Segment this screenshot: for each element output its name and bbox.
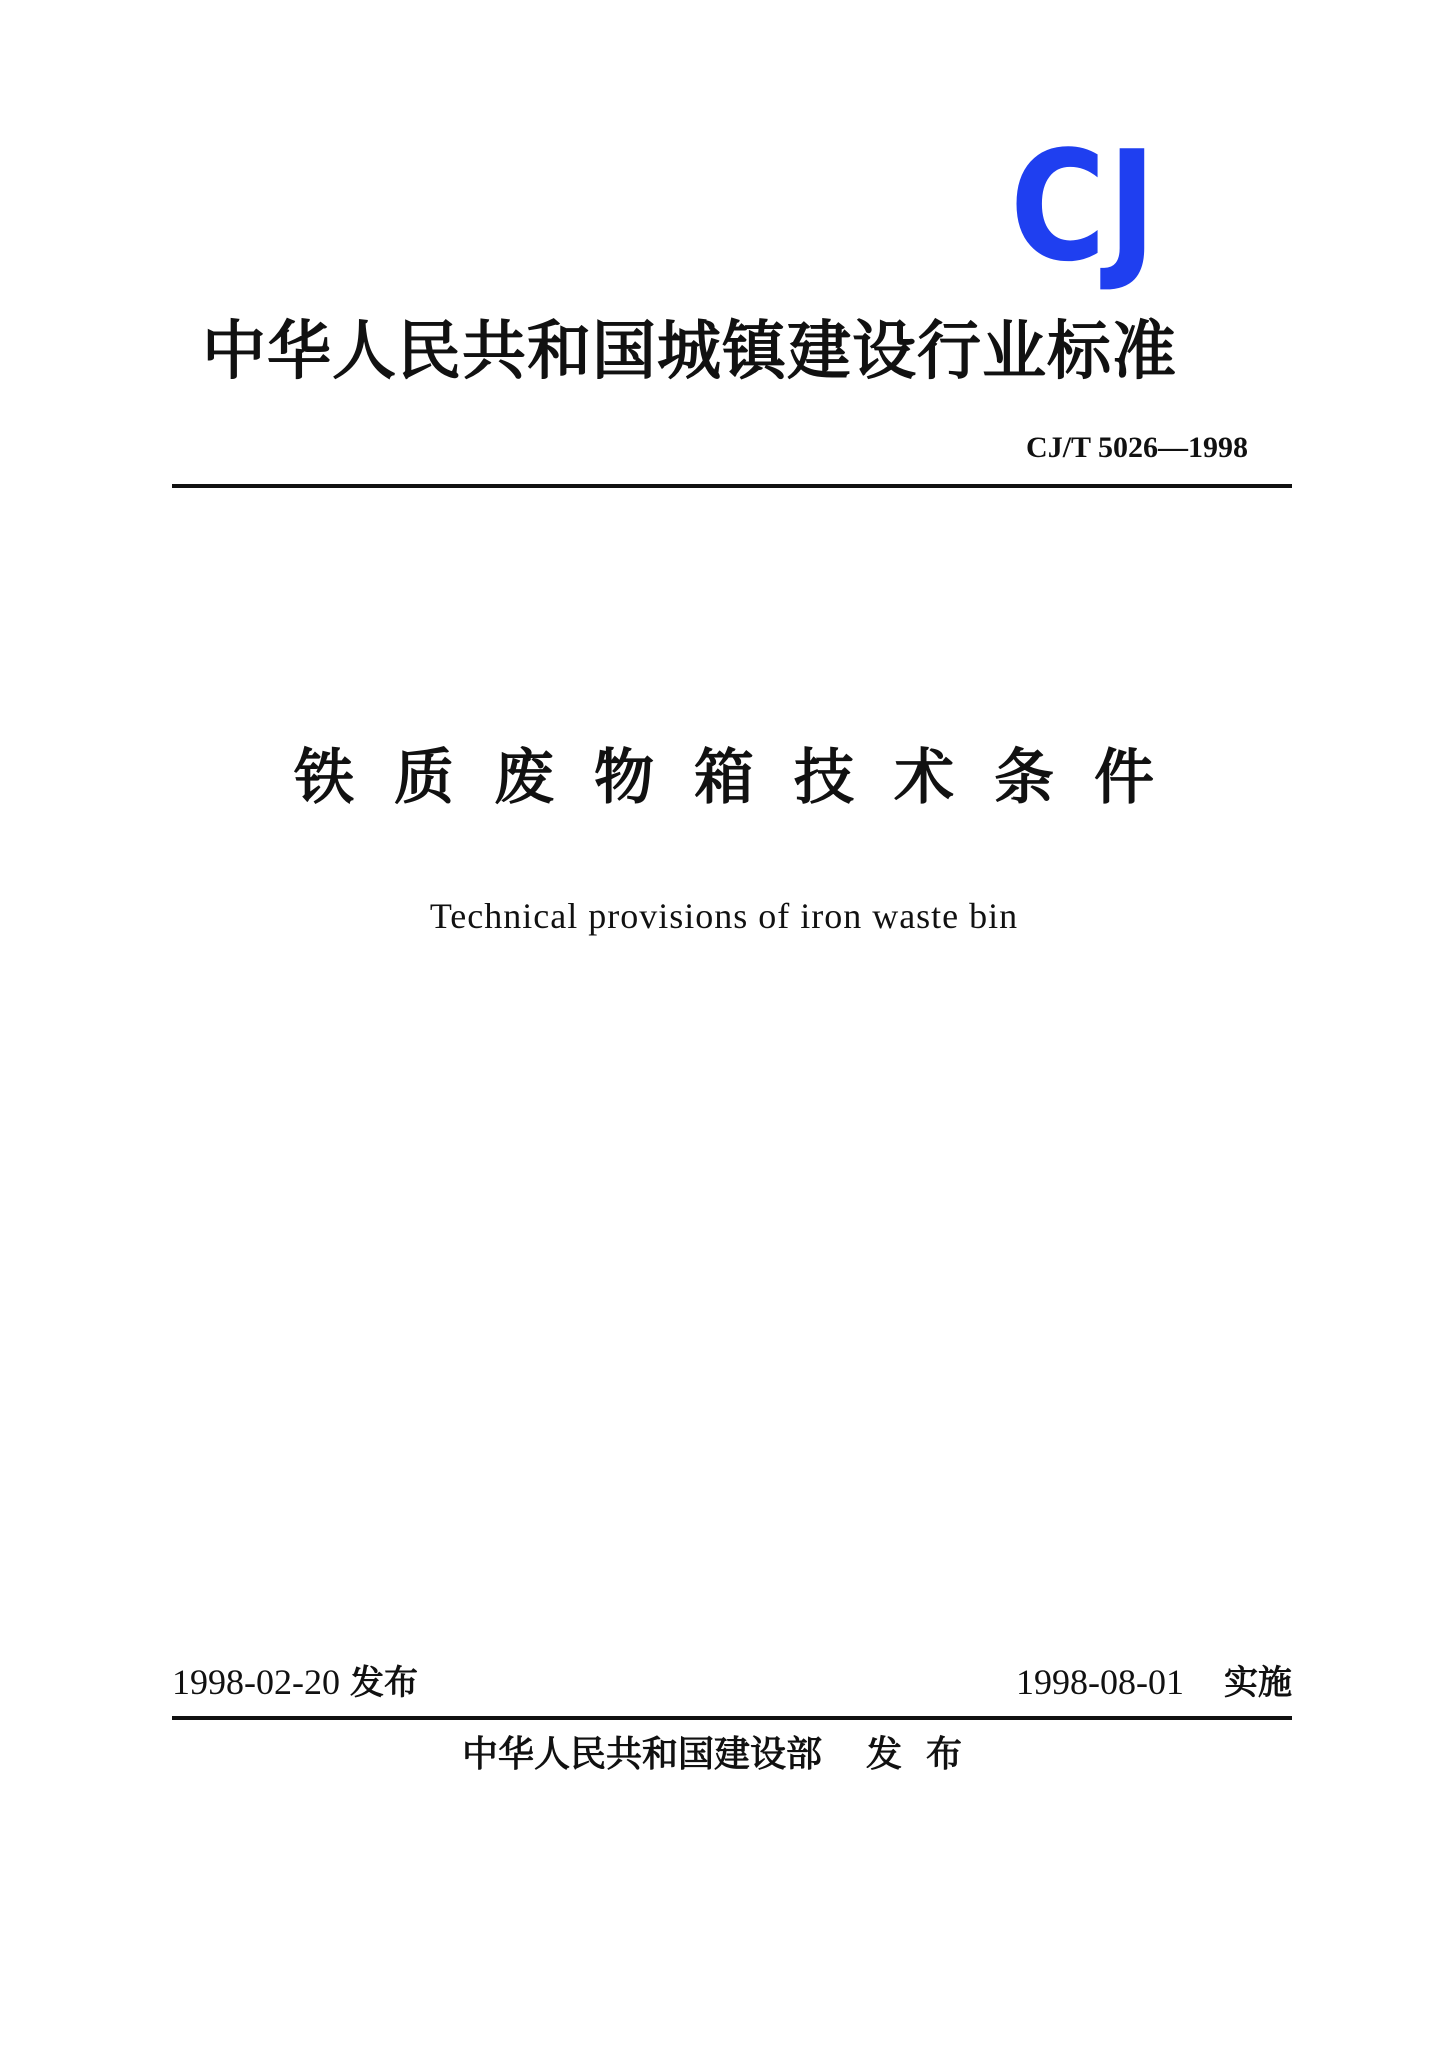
implementation-date-line bbox=[1016, 1660, 1292, 1705]
bottom-divider bbox=[172, 1716, 1292, 1720]
standard-code: CJ/T 5026—1998 bbox=[1026, 431, 1248, 464]
top-divider bbox=[172, 484, 1292, 488]
implementation-label: 实施 bbox=[1224, 1663, 1292, 1703]
issue-date: 1998-02-20 bbox=[172, 1662, 340, 1702]
issue-label: 发布 bbox=[349, 1663, 418, 1703]
document-title-en: Technical provisions of iron waste bin bbox=[429, 896, 1019, 936]
cj-logo: CJ bbox=[1010, 118, 1159, 295]
issue-date-line bbox=[172, 1660, 418, 1705]
standard-category-title: 中华人民共和国城镇建设行业标准 bbox=[202, 315, 1177, 389]
publisher-line bbox=[0, 1730, 1448, 1780]
issuer-action: 发布 bbox=[866, 1734, 987, 1775]
document-title-zh: 铁质废物箱技术条件 bbox=[294, 743, 1194, 813]
issuing-authority: 中华人民共和国建设部 bbox=[461, 1734, 822, 1775]
implementation-date: 1998-08-01 bbox=[1016, 1662, 1184, 1702]
